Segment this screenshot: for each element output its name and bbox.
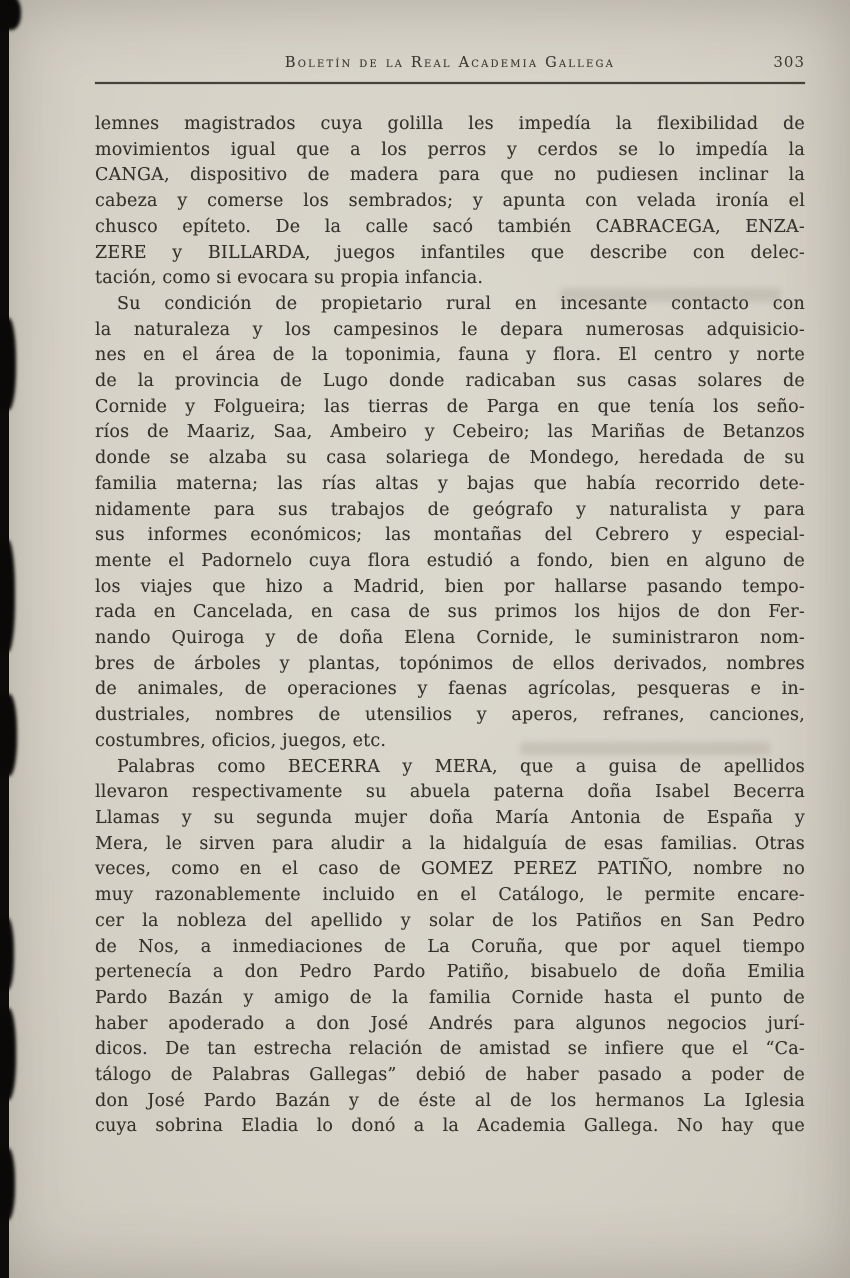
text-line: cuya sobrina Eladia lo donó a la Academia Gallega. No hay que xyxy=(95,1116,805,1137)
text-line: chusco epíteto. De la calle sacó también CABRACEGA, ENZA- xyxy=(95,216,805,237)
text-line: Mera, le sirven para aludir a la hidalguía de esas familias. Otras xyxy=(95,833,805,854)
text-line: lemnes magistrados cuya golilla les impedía la flexibilidad de xyxy=(95,114,805,134)
scan-binding-edge xyxy=(0,0,9,1278)
journal-title: Boletín de la Real Academia Gallega xyxy=(284,55,616,71)
text-line: la naturaleza y los campesinos le depara numerosas adquisicio- xyxy=(95,319,805,340)
text-line: de la provincia de Lugo donde radicaban sus casas solares de xyxy=(95,371,805,392)
scan-ink-blob xyxy=(0,318,16,410)
text-line: costumbres, oficios, juegos, etc. xyxy=(95,730,387,751)
text-line: Cornide y Folgueira; las tierras de Parga en que tenía los seño- xyxy=(95,396,805,417)
scan-ink-blob xyxy=(0,918,14,990)
text-line: bres de árboles y plantas, topónimos de ellos derivados, nombres xyxy=(95,653,805,674)
text-line: nidamente para sus trabajos de geógrafo y naturalista y para xyxy=(95,499,805,520)
text-line: tálogo de Palabras Gallegas” debió de haber pasado a poder de xyxy=(95,1065,805,1086)
text-line: pertenecía a don Pedro Pardo Patiño, bisabuelo de doña Emilia xyxy=(95,962,805,983)
text-line: CANGA, dispositivo de madera para que no pudiesen inclinar la xyxy=(95,165,805,186)
body-text xyxy=(95,112,805,1140)
text-line: tación, como si evocara su propia infancia. xyxy=(95,268,484,289)
text-line: Pardo Bazán y amigo de la familia Cornide hasta el punto de xyxy=(95,987,805,1008)
page-number: 303 xyxy=(773,53,805,71)
scan-ink-blob xyxy=(0,694,17,776)
scan-ink-blob xyxy=(0,1008,16,1100)
text-line: llevaron respectivamente su abuela paterna doña Isabel Becerra xyxy=(95,782,805,803)
text-line: de Nos, a inmediaciones de La Coruña, que por aquel tiempo xyxy=(95,936,805,957)
scan-ink-blob xyxy=(0,540,15,652)
scan-ink-blob xyxy=(0,1148,15,1220)
text-line: veces, como en el caso de GOMEZ PEREZ PATIÑO, nombre no xyxy=(95,859,805,880)
text-line: los viajes que hizo a Madrid, bien por hallarse pasando tempo- xyxy=(95,576,805,597)
scan-ink-blob xyxy=(0,0,21,30)
text-line: nes en el área de la toponimia, fauna y flora. El centro y norte xyxy=(95,345,805,366)
text-line: cer la nobleza del apellido y solar de los Patiños en San Pedro xyxy=(95,910,805,931)
text-line: Llamas y su segunda mujer doña María Antonia de España y xyxy=(95,807,805,828)
text-line: nando Quiroga y de doña Elena Cornide, le suministraron nom- xyxy=(95,628,805,649)
text-line: ZERE y BILLARDA, juegos infantiles que describe con delec- xyxy=(95,242,805,263)
text-line: mente el Padornelo cuya flora estudió a fondo, bien en alguno de xyxy=(95,550,805,571)
text-line: familia materna; las rías altas y bajas que había recorrido dete- xyxy=(95,473,805,494)
text-line: rada en Cancelada, en casa de sus primos los hijos de don Fer- xyxy=(95,602,805,623)
text-line: sus informes económicos; las montañas del Cebrero y especial- xyxy=(95,525,805,546)
text-line: dicos. De tan estrecha relación de amistad se infiere que el “Ca- xyxy=(95,1039,805,1060)
header-rule xyxy=(95,82,805,84)
text-line: Palabras como BECERRA y MERA, que a guisa de apellidos xyxy=(117,756,805,777)
text-line: ríos de Maariz, Saa, Ambeiro y Cebeiro; las Mariñas de Betanzos xyxy=(95,422,805,443)
text-line: movimientos igual que a los perros y cerdos se lo impedía la xyxy=(95,139,805,160)
text-line: de animales, de operaciones y faenas agrícolas, pesqueras e in- xyxy=(95,679,805,700)
text-line: dustriales, nombres de utensilios y aperos, refranes, canciones, xyxy=(95,705,805,726)
text-line: muy razonablemente incluido en el Catálogo, le permite encare- xyxy=(95,885,805,906)
text-line: don José Pardo Bazán y de éste al de los hermanos La Iglesia xyxy=(95,1090,805,1111)
text-line: cabeza y comerse los sembrados; y apunta con velada ironía el xyxy=(95,191,805,212)
page-content xyxy=(95,52,805,1140)
page-header xyxy=(95,52,805,76)
text-line: haber apoderado a don José Andrés para algunos negocios jurí- xyxy=(95,1013,805,1034)
text-line: donde se alzaba su casa solariega de Mondego, heredada de su xyxy=(95,448,805,469)
text-line: Su condición de propietario rural en incesante contacto con xyxy=(117,293,805,314)
